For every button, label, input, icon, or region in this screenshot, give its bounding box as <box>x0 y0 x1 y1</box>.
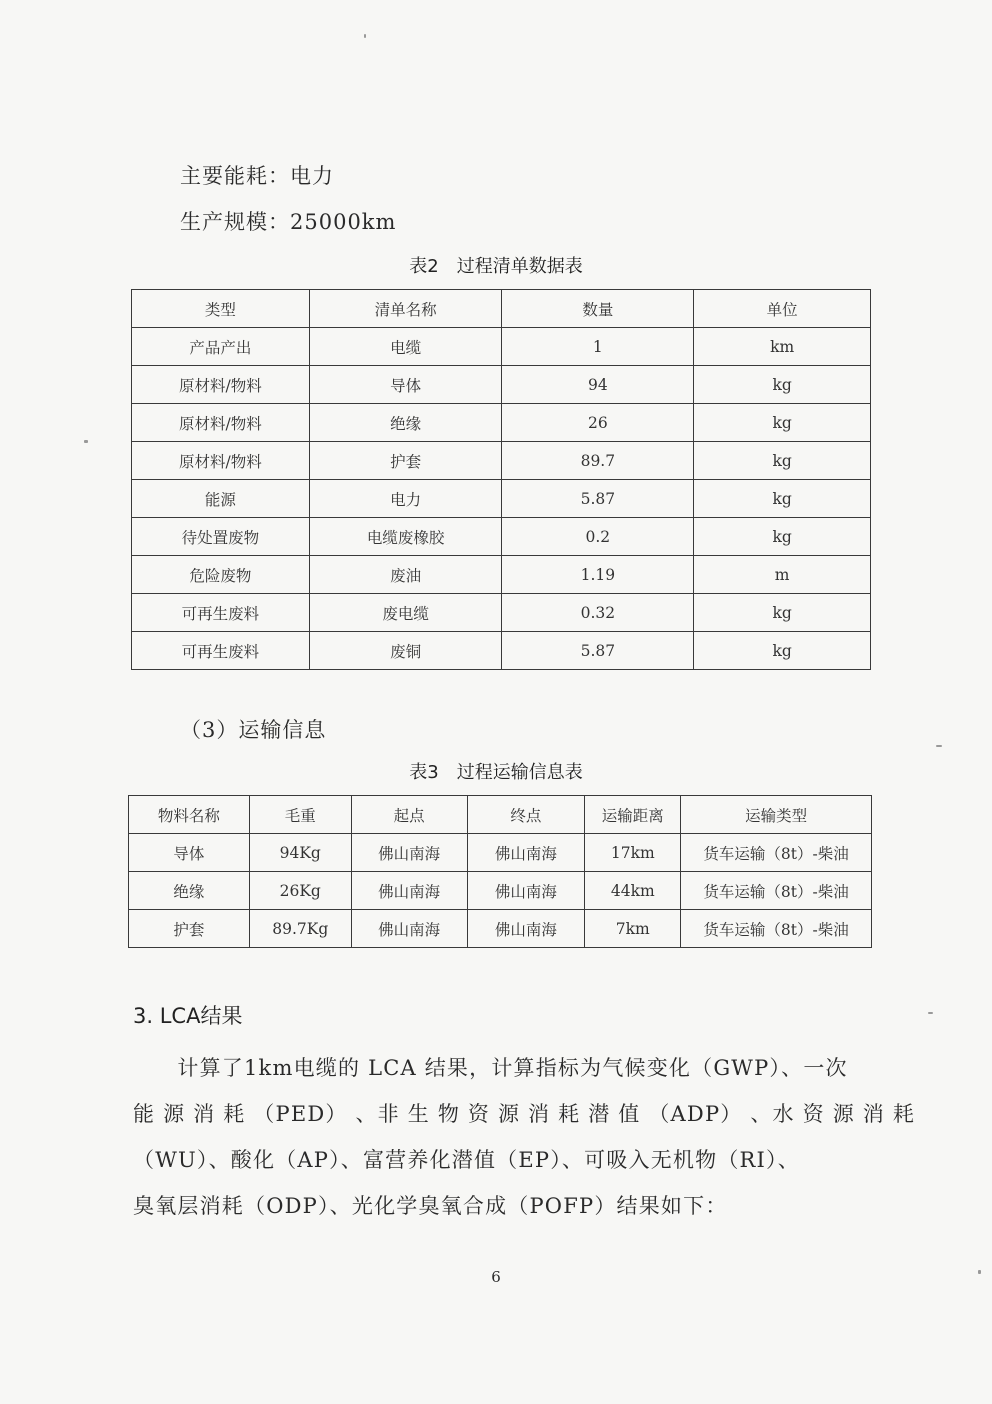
scan-speck <box>928 1012 933 1014</box>
paragraph-line: 臭氧层消耗（ODP）、光化学臭氧合成（POFP）结果如下： <box>133 1194 728 1218</box>
header-row <box>129 796 872 834</box>
table-cell: 废电缆 <box>309 594 502 632</box>
scale-line: 生产规模：25000km <box>180 210 397 234</box>
column-header: 物料名称 <box>129 796 250 834</box>
table-cell: 废铜 <box>309 632 502 670</box>
column-header: 数量 <box>502 290 694 328</box>
table-cell: 89.7Kg <box>249 910 351 948</box>
transport-title: （3）运输信息 <box>180 718 327 742</box>
column-header: 运输距离 <box>585 796 681 834</box>
table-row <box>129 910 872 948</box>
table-cell: 货车运输（8t）-柴油 <box>681 834 872 872</box>
table-row <box>132 556 871 594</box>
table-row <box>132 442 871 480</box>
column-header: 单位 <box>694 290 871 328</box>
results-paragraph <box>133 1045 916 1229</box>
transport-info-table <box>128 795 872 948</box>
table-row <box>132 366 871 404</box>
table-cell: 5.87 <box>502 632 694 670</box>
energy-line: 主要能耗：电力 <box>180 164 334 188</box>
table-cell: 佛山南海 <box>351 910 467 948</box>
table-cell: 原材料/物料 <box>132 366 310 404</box>
table-cell: 17km <box>585 834 681 872</box>
column-header: 清单名称 <box>309 290 502 328</box>
table-cell: 电缆废橡胶 <box>309 518 502 556</box>
table-row <box>132 404 871 442</box>
table-cell: 44km <box>585 872 681 910</box>
table-cell: 危险废物 <box>132 556 310 594</box>
table-row <box>132 518 871 556</box>
table-cell: 绝缘 <box>129 872 250 910</box>
header-row <box>132 290 871 328</box>
table-cell: 货车运输（8t）-柴油 <box>681 872 872 910</box>
column-header: 运输类型 <box>681 796 872 834</box>
table-row <box>132 328 871 366</box>
table-cell: kg <box>694 480 871 518</box>
table-cell: 原材料/物料 <box>132 442 310 480</box>
paragraph-line: 计算了1km电缆的 LCA 结果，计算指标为气候变化（GWP）、一次 <box>133 1056 848 1080</box>
table-row <box>132 632 871 670</box>
table-cell: 能源 <box>132 480 310 518</box>
table-cell: 89.7 <box>502 442 694 480</box>
table-cell: kg <box>694 366 871 404</box>
table-cell: 电缆 <box>309 328 502 366</box>
table-cell: km <box>694 328 871 366</box>
table-row <box>129 834 872 872</box>
process-inventory-table <box>131 289 871 670</box>
table-cell: 0.2 <box>502 518 694 556</box>
table-cell: 5.87 <box>502 480 694 518</box>
scan-speck <box>84 440 88 443</box>
scan-speck <box>936 745 942 747</box>
table-cell: 导体 <box>309 366 502 404</box>
table-cell: 7km <box>585 910 681 948</box>
table-cell: kg <box>694 632 871 670</box>
table-cell: 佛山南海 <box>351 872 467 910</box>
section-heading: 3. LCA结果 <box>133 1004 243 1028</box>
paragraph-line: （WU）、酸化（AP）、富营养化潜值（EP）、可吸入无机物（RI）、 <box>133 1148 800 1172</box>
table-row <box>132 480 871 518</box>
table-cell: 佛山南海 <box>467 910 585 948</box>
table-cell: kg <box>694 518 871 556</box>
table-cell: 1.19 <box>502 556 694 594</box>
table-cell: 待处置废物 <box>132 518 310 556</box>
table3-caption: 表3 过程运输信息表 <box>409 762 583 783</box>
table-cell: 导体 <box>129 834 250 872</box>
table-cell: 绝缘 <box>309 404 502 442</box>
table-cell: kg <box>694 442 871 480</box>
scan-speck <box>364 34 366 38</box>
table-cell: 电力 <box>309 480 502 518</box>
table-cell: 佛山南海 <box>467 834 585 872</box>
table-cell: 佛山南海 <box>467 872 585 910</box>
table-cell: 可再生废料 <box>132 594 310 632</box>
table-cell: 可再生废料 <box>132 632 310 670</box>
table-cell: 护套 <box>309 442 502 480</box>
table-cell: kg <box>694 594 871 632</box>
table-cell: 26Kg <box>249 872 351 910</box>
table-cell: 1 <box>502 328 694 366</box>
table-cell: 94Kg <box>249 834 351 872</box>
table-cell: 货车运输（8t）-柴油 <box>681 910 872 948</box>
table-cell: 原材料/物料 <box>132 404 310 442</box>
table2-caption: 表2 过程清单数据表 <box>409 256 583 277</box>
table-cell: m <box>694 556 871 594</box>
table-cell: 佛山南海 <box>351 834 467 872</box>
column-header: 终点 <box>467 796 585 834</box>
column-header: 类型 <box>132 290 310 328</box>
column-header: 起点 <box>351 796 467 834</box>
table-cell: 94 <box>502 366 694 404</box>
table-cell: 废油 <box>309 556 502 594</box>
page-number: 6 <box>491 1268 501 1286</box>
table-cell: 护套 <box>129 910 250 948</box>
table-cell: 26 <box>502 404 694 442</box>
table-cell: kg <box>694 404 871 442</box>
table-cell: 0.32 <box>502 594 694 632</box>
column-header: 毛重 <box>249 796 351 834</box>
paragraph-line: 能 源 消 耗 （PED） 、非 生 物 资 源 消 耗 潜 值 （ADP） 、水 资 源 消 耗 <box>133 1102 916 1126</box>
table-row <box>129 872 872 910</box>
table-cell: 产品产出 <box>132 328 310 366</box>
table-row <box>132 594 871 632</box>
